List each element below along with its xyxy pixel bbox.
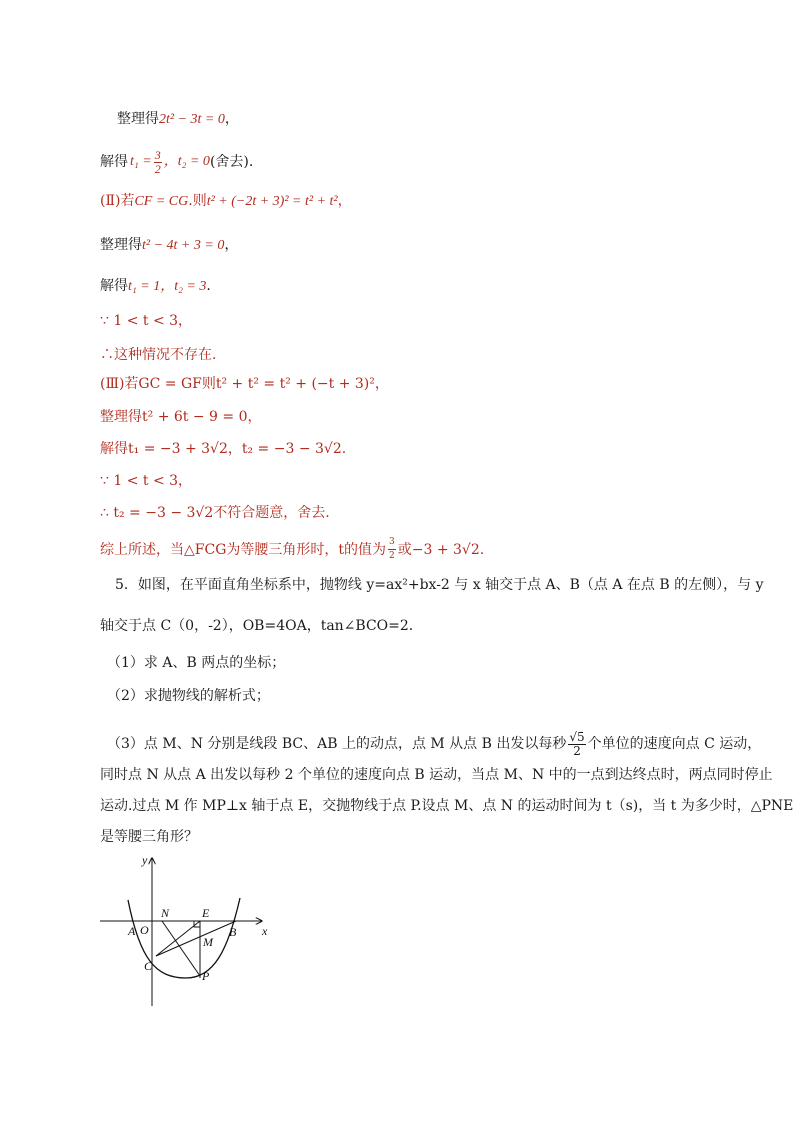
solution-line-1: 整理得2t² − 3t = 0， <box>117 111 239 127</box>
label-b: B <box>229 925 237 939</box>
solution-line-9: 整理得t² + 6t − 9 = 0， <box>100 409 262 425</box>
solution-line-11: ∵ 1 < t < 3， <box>100 473 193 489</box>
label-p: P <box>202 969 210 983</box>
solution-line-8: (Ⅲ)若GC = GF则t² + t² = t² + (−t + 3)²， <box>100 376 389 392</box>
solution-line-5: 解得t₁ = 1，t₂ = 3. <box>100 278 211 294</box>
label-n: N <box>161 906 170 920</box>
segment-bc <box>156 921 236 956</box>
label-y: y <box>142 853 148 867</box>
question-3-line-3: 运动.过点 M 作 MP⊥x 轴于点 E，交抛物线于点 P.设点 M、点 N 的运动时间为 t（s)，当 t 为多少时，△PNE <box>100 798 794 814</box>
question-1: （1）求 A、B 两点的坐标； <box>107 655 286 671</box>
fraction-three-halves-small: $\frac{3}{2}$ <box>389 537 395 561</box>
segment-ce <box>156 921 200 956</box>
question-3-line-1: （3）点 M、N 分别是线段 BC、AB 上的动点，点 M 从点 B 出发以每秒 $\frac{√5}{2}$ 个单位的速度向点 C 运动， <box>107 729 762 758</box>
question-3-line-4: 是等腰三角形？ <box>100 829 198 845</box>
label-x: x <box>262 924 268 938</box>
label-c: C <box>144 959 153 973</box>
fraction-three-halves: $\frac{3}{2}$ <box>154 147 161 176</box>
label-m: M <box>203 935 213 949</box>
label-a: A <box>128 924 136 938</box>
solution-line-2: 解得 t₁ = $\frac{3}{2}$ ，t₂ = 0 (舍去). <box>100 147 254 176</box>
solution-line-13: 综上所述，当△FCG为等腰三角形时，t的值为 $\frac{3}{2}$ 或−3 + 3√2. <box>100 537 485 561</box>
solution-line-12: ∴ t₂ = −3 − 3√2不符合题意，舍去. <box>100 505 330 521</box>
label-o: O <box>140 923 149 937</box>
solution-line-6: ∵ 1 < t < 3， <box>100 313 193 329</box>
solution-line-4: 整理得t² − 4t + 3 = 0， <box>100 237 239 253</box>
question-2: （2）求抛物线的解析式； <box>107 688 270 704</box>
fraction-sqrt5-over-2: $\frac{√5}{2}$ <box>569 729 585 758</box>
label-e: E <box>202 906 210 920</box>
solution-line-3: (Ⅱ)若CF = CG.则t² + (−2t + 3)² = t² + t²， <box>100 193 352 209</box>
solution-line-10: 解得t₁ = −3 + 3√2，t₂ = −3 − 3√2. <box>100 441 347 457</box>
problem-statement-line-1: 5．如图，在平面直角坐标系中，抛物线 y=ax²+bx-2 与 x 轴交于点 A、B（点 A 在点 B 的左侧），与 y <box>115 577 764 593</box>
question-3-line-2: 同时点 N 从点 A 出发以每秒 2 个单位的速度向点 B 运动，当点 M、N 中的一点到达终点时，两点同时停止 <box>100 767 773 783</box>
solution-line-7: ∴这种情况不存在． <box>100 347 226 363</box>
problem-statement-line-2: 轴交于点 C（0，-2），OB=4OA，tan∠BCO=2． <box>100 618 423 634</box>
parabola-diagram <box>96 850 276 1010</box>
coordinate-figure <box>96 850 276 1010</box>
segment-np <box>162 921 200 976</box>
